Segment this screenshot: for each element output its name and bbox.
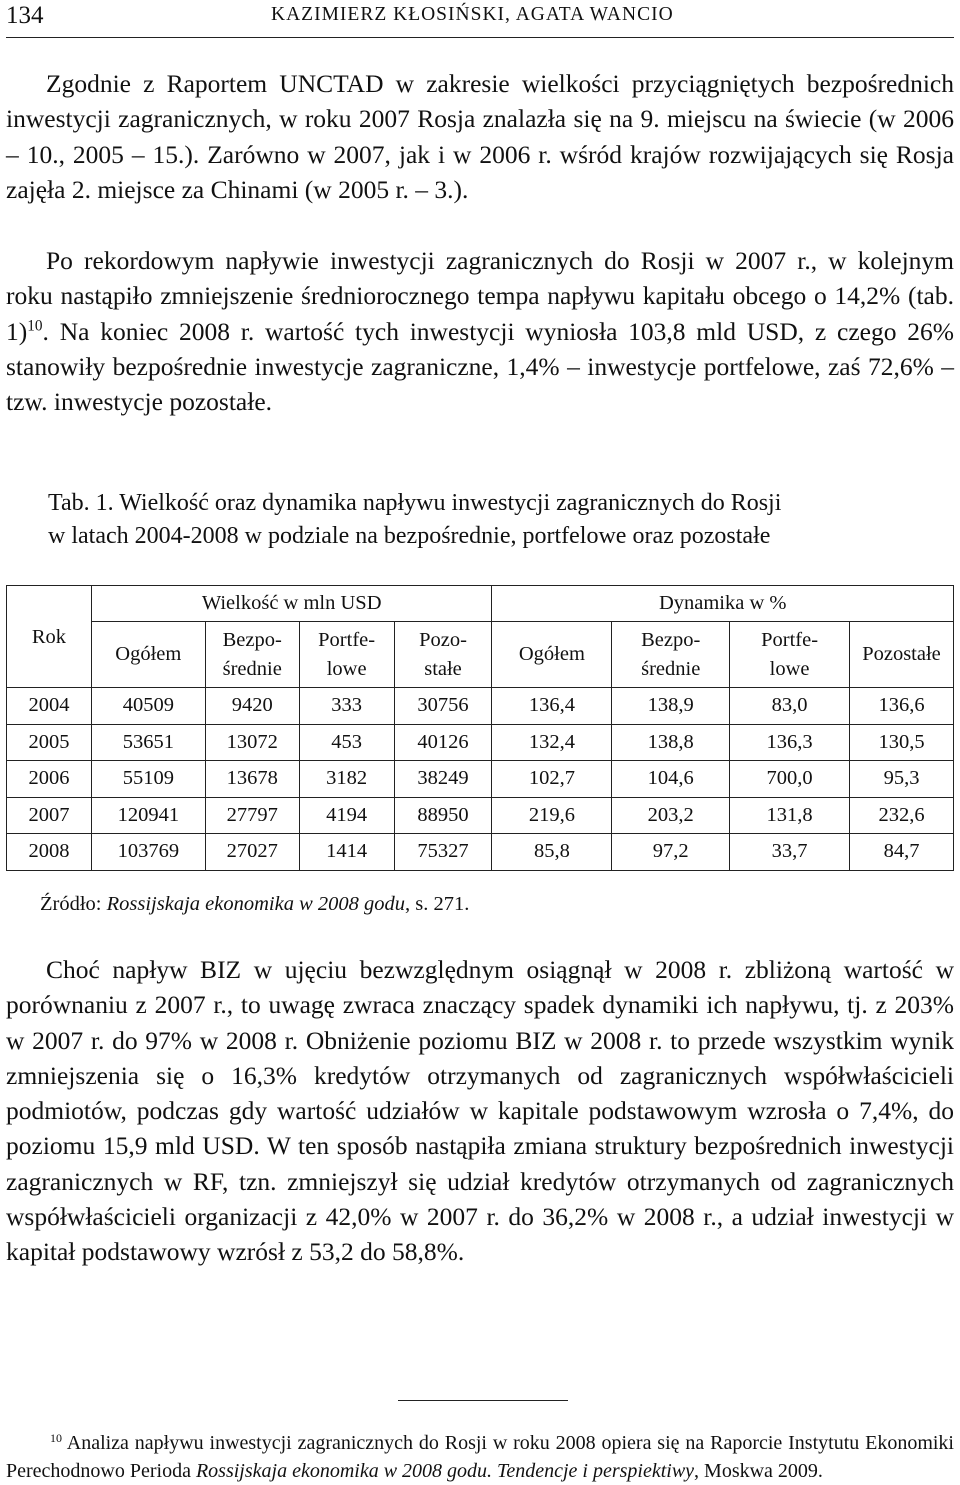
header-ogolem-1: Ogółem: [91, 622, 205, 688]
footnote-title: Rossijskaja ekonomika w 2008 godu. Tendencje i perspiektiwy: [195, 1459, 695, 1482]
paragraph-2: [6, 243, 954, 419]
table-cell: 83,0: [730, 688, 850, 725]
table-cell: 85,8: [492, 834, 612, 871]
page-header: [6, 0, 954, 38]
table-cell: 2005: [7, 724, 92, 761]
header-pozostale-1: Pozo- stałe: [394, 622, 492, 688]
source-title: Rossijskaja ekonomika w 2008 godu: [106, 893, 405, 915]
table-cell: 700,0: [730, 761, 850, 798]
table-caption-line-2: w latach 2004-2008 w podziale na bezpośrednie, portfelowe oraz pozostałe: [48, 523, 771, 549]
table-cell: 2004: [7, 688, 92, 725]
table-cell: 131,8: [730, 797, 850, 834]
table-cell: 27027: [205, 834, 299, 871]
header-group-dynamika: Dynamika w %: [492, 586, 954, 622]
header-bezposrednie-1: Bezpo- średnie: [205, 622, 299, 688]
table-cell: 53651: [91, 724, 205, 761]
table-cell: 130,5: [850, 724, 954, 761]
table-cell: 136,3: [730, 724, 850, 761]
page-number: 134: [6, 2, 44, 29]
table-cell: 136,6: [850, 688, 954, 725]
paragraph-1: Zgodnie z Raportem UNCTAD w zakresie wielkości przyciągniętych bezpośrednich inwestycji zagranicznych, w roku 2007 Rosja znalazła się na 9. miejscu na świecie (w 2006 – 10., 2005 – 15.). Zarówno w 2007, jak i w 2006 r. wśród krajów rozwijających się Rosja zajęła 2. miejsce za Chinami (w 2005 r. – 3.).: [6, 69, 954, 204]
footnote-ref[interactable]: 10: [27, 317, 43, 335]
table-cell: 40509: [91, 688, 205, 725]
table-cell: 136,4: [492, 688, 612, 725]
table-cell: 38249: [394, 761, 492, 798]
table-cell: 132,4: [492, 724, 612, 761]
header-portfelowe-1: Portfe- lowe: [299, 622, 394, 688]
footnote-text: Analiza napływu inwestycji zagranicznych do Rosji w roku 2008 opiera się na Raporcie Instytutu Ekonomiki Perechodnowo Perioda: [6, 1432, 954, 1482]
table-cell: 1414: [299, 834, 394, 871]
footnote: [6, 1425, 954, 1485]
table-cell: 333: [299, 688, 394, 725]
header-rok: Rok: [7, 586, 92, 688]
table-cell: 2008: [7, 834, 92, 871]
table-cell: 104,6: [612, 761, 730, 798]
header-portfelowe-2: Portfe- lowe: [730, 622, 850, 688]
footnote-number: 10: [50, 1431, 62, 1445]
table-cell: 120941: [91, 797, 205, 834]
table-cell: 4194: [299, 797, 394, 834]
source-pages: , s. 271.: [405, 893, 470, 915]
table-cell: 3182: [299, 761, 394, 798]
table-cell: 453: [299, 724, 394, 761]
table-cell: 97,2: [612, 834, 730, 871]
header-ogolem-2: Ogółem: [492, 622, 612, 688]
table-cell: 55109: [91, 761, 205, 798]
table-caption-line-1: Tab. 1. Wielkość oraz dynamika napływu inwestycji zagranicznych do Rosji: [48, 490, 782, 516]
source-label: Źródło:: [40, 893, 107, 915]
data-table: [6, 585, 954, 871]
table-cell: 102,7: [492, 761, 612, 798]
header-bezposrednie-2: Bezpo- średnie: [612, 622, 730, 688]
table-cell: 75327: [394, 834, 492, 871]
table-cell: 138,8: [612, 724, 730, 761]
table-cell: 88950: [394, 797, 492, 834]
table-cell: 33,7: [730, 834, 850, 871]
table-cell: 138,9: [612, 688, 730, 725]
table-cell: 232,6: [850, 797, 954, 834]
table-cell: 95,3: [850, 761, 954, 798]
table-row: [7, 797, 954, 834]
table-row: [7, 761, 954, 798]
table-cell: 27797: [205, 797, 299, 834]
table-cell: 219,6: [492, 797, 612, 834]
table-source: [40, 893, 469, 916]
table-cell: 203,2: [612, 797, 730, 834]
header-pozostale-2: Pozostałe: [850, 622, 954, 688]
table-cell: 13072: [205, 724, 299, 761]
running-head: KAZIMIERZ KŁOSIŃSKI, AGATA WANCIO: [271, 4, 674, 25]
table-cell: 13678: [205, 761, 299, 798]
table-cell: 84,7: [850, 834, 954, 871]
paragraph-2-before: Po rekordowym napływie inwestycji zagranicznych do Rosji w 2007 r., w kolejnym roku nastąpiło zmniejszenie średniorocznego tempa napływu kapitału obcego o 14,2% (tab. 1): [6, 246, 954, 346]
paragraph-3: Choć napływ BIZ w ujęciu bezwzględnym osiągnął w 2008 r. zbliżoną wartość w porównaniu z 2007 r., to uwagę zwraca znaczący spadek dynamiki ich napływu, tj. z 203% w 2007 r. do 97% w 2008 r. Obniżenie poziomu BIZ w 2008 r. to przede wszystkim wynik zmniejszenia się o 16,3% kredytów otrzymanych od zagranicznych współwłaścicieli podmiotów, podczas gdy wartość udziałów w kapitale podstawowym wzrosła o 7,4%, do poziomu 15,9 mld USD. W ten sposób nastąpiła zmiana struktury bezpośrednich inwestycji zagranicznych w RF, tzn. zmniejszył się udział kredytów otrzymanych od zagranicznych współwłaścicieli organizacji z 42,0% w 2007 r. do 36,2% w 2008 r., a udział inwestycji w kapitał podstawowy wzrósł z 53,2 do 58,8%.: [6, 955, 954, 1267]
table-row: [7, 688, 954, 725]
paragraph-2-after: . Na koniec 2008 r. wartość tych inwestycji wyniosła 103,8 mld USD, z czego 26% stanowiły bezpośrednie inwestycje zagraniczne, 1,4% – inwestycje portfelowe, zaś 72,6% – tzw. inwestycje pozostałe.: [6, 316, 954, 417]
table-cell: 103769: [91, 834, 205, 871]
table-cell: 40126: [394, 724, 492, 761]
table-cell: 30756: [394, 688, 492, 725]
table-row: [7, 724, 954, 761]
table-cell: 9420: [205, 688, 299, 725]
table-cell: 2006: [7, 761, 92, 798]
footnote-end: , Moskwa 2009.: [694, 1459, 823, 1482]
header-group-wielkosc: Wielkość w mln USD: [91, 586, 492, 622]
table-row: [7, 834, 954, 871]
footnote-rule: [398, 1400, 568, 1401]
table-caption: [48, 487, 928, 553]
table-cell: 2007: [7, 797, 92, 834]
